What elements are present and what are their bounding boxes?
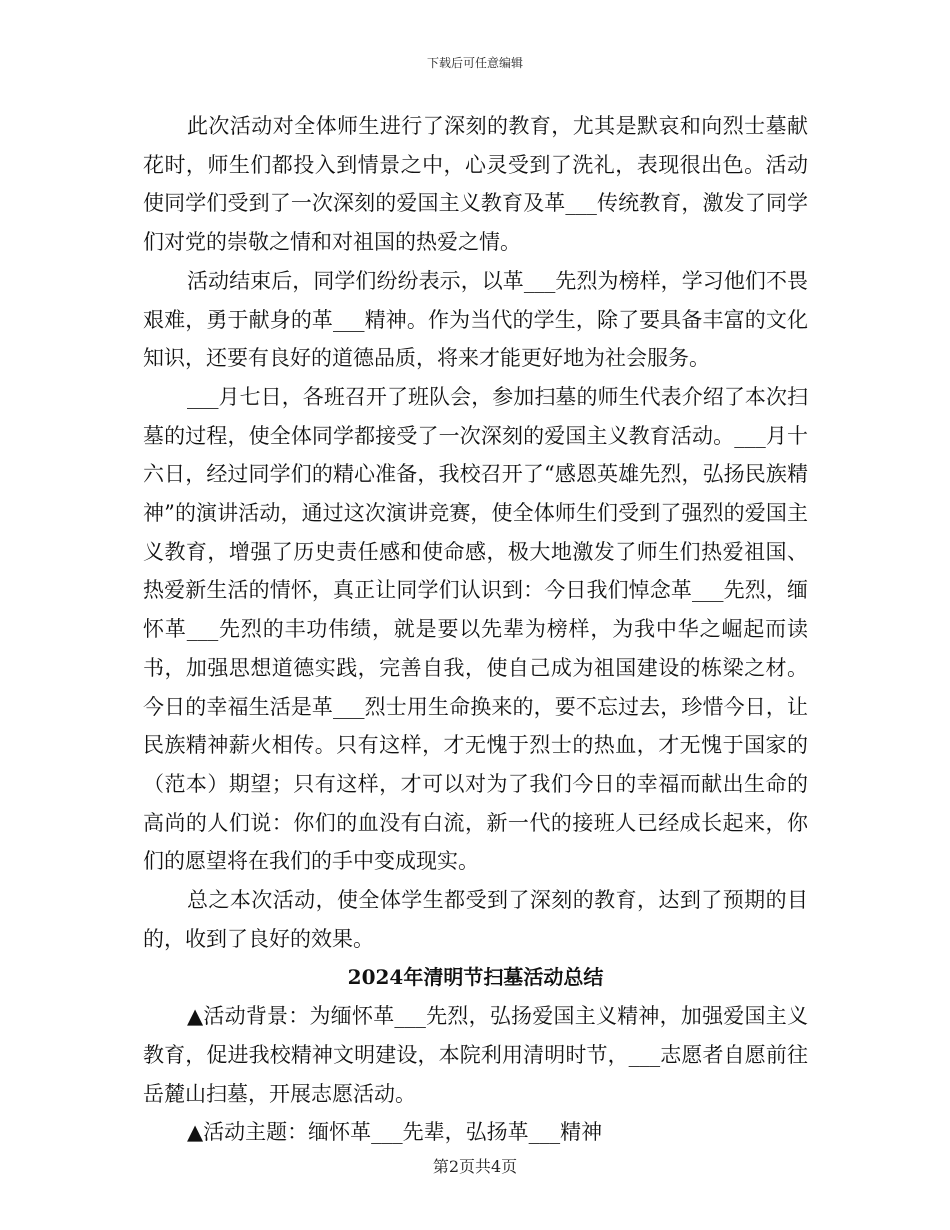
paragraph-activity-effect: 此次活动对全体师生进行了深刻的教育，尤其是默哀和向烈士墓献花时，师生们都投入到情景之中，心灵受到了洗礼，表现很出色。活动使同学们受到了一次深刻的爱国主义教育及革___传统教育，激发了同学们对党的崇敬之情和对祖国的热爱之情。 <box>143 114 808 255</box>
document-body <box>143 107 808 1152</box>
paragraph-conclusion: 总之本次活动，使全体学生都受到了深刻的教育，达到了预期的目的，收到了良好的效果。 <box>143 888 808 951</box>
paragraph-activity-theme: ▲活动主题：缅怀革___先辈，弘扬革___精神 <box>187 1120 603 1145</box>
header-note: 下载后可任意编辑 <box>426 56 523 70</box>
paragraph-after-activity: 活动结束后，同学们纷纷表示，以革___先烈为榜样，学习他们不畏艰难，勇于献身的革___精神。作为当代的学生，除了要具备丰富的文化知识，还要有良好的道德品质，将来才能更好地为社会服务。 <box>143 268 808 371</box>
paragraph-activity-background: ▲活动背景：为缅怀革___先烈，弘扬爱国主义精神，加强爱国主义教育，促进我校精神文明建设，本院利用清明时节，___志愿者自愿前往岳麓山扫墓，开展志愿活动。 <box>143 1004 808 1106</box>
paragraph-class-meeting: ___月七日，各班召开了班队会，参加扫墓的师生代表介绍了本次扫墓的过程，使全体同学都接受了一次深刻的爱国主义教育活动。___月十六日，经过同学们的精心准备，我校召开了“感恩英雄先烈，弘扬民族精神”的演讲活动，通过这次演讲竞赛，使全体师生们受到了强烈的爱国主义教育，增强了历史责任感和使命感，极大地激发了师生们热爱祖国、热爱新生活的情怀，真正让同学们认识到：今日我们悼念革___先烈，缅怀革___先烈的丰功伟绩，就是要以先辈为榜样，为我中华之崛起而读书，加强思想道德实践，完善自我，使自己成为祖国建设的栋梁之材。今日的幸福生活是革___烈士用生命换来的，要不忘过去，珍惜今日，让民族精神薪火相传。只有这样，才无愧于烈士的热血，才无愧于国家的（范本）期望；只有这样，才可以对为了我们今日的幸福而献出生命的高尚的人们说：你们的血没有白流，新一代的接班人已经成长起来，你们的愿望将在我们的手中变成现实。 <box>143 384 808 874</box>
page-number: 第2页共4页 <box>432 1157 518 1176</box>
section-title: 2024年清明节扫墓活动总结 <box>347 965 604 990</box>
